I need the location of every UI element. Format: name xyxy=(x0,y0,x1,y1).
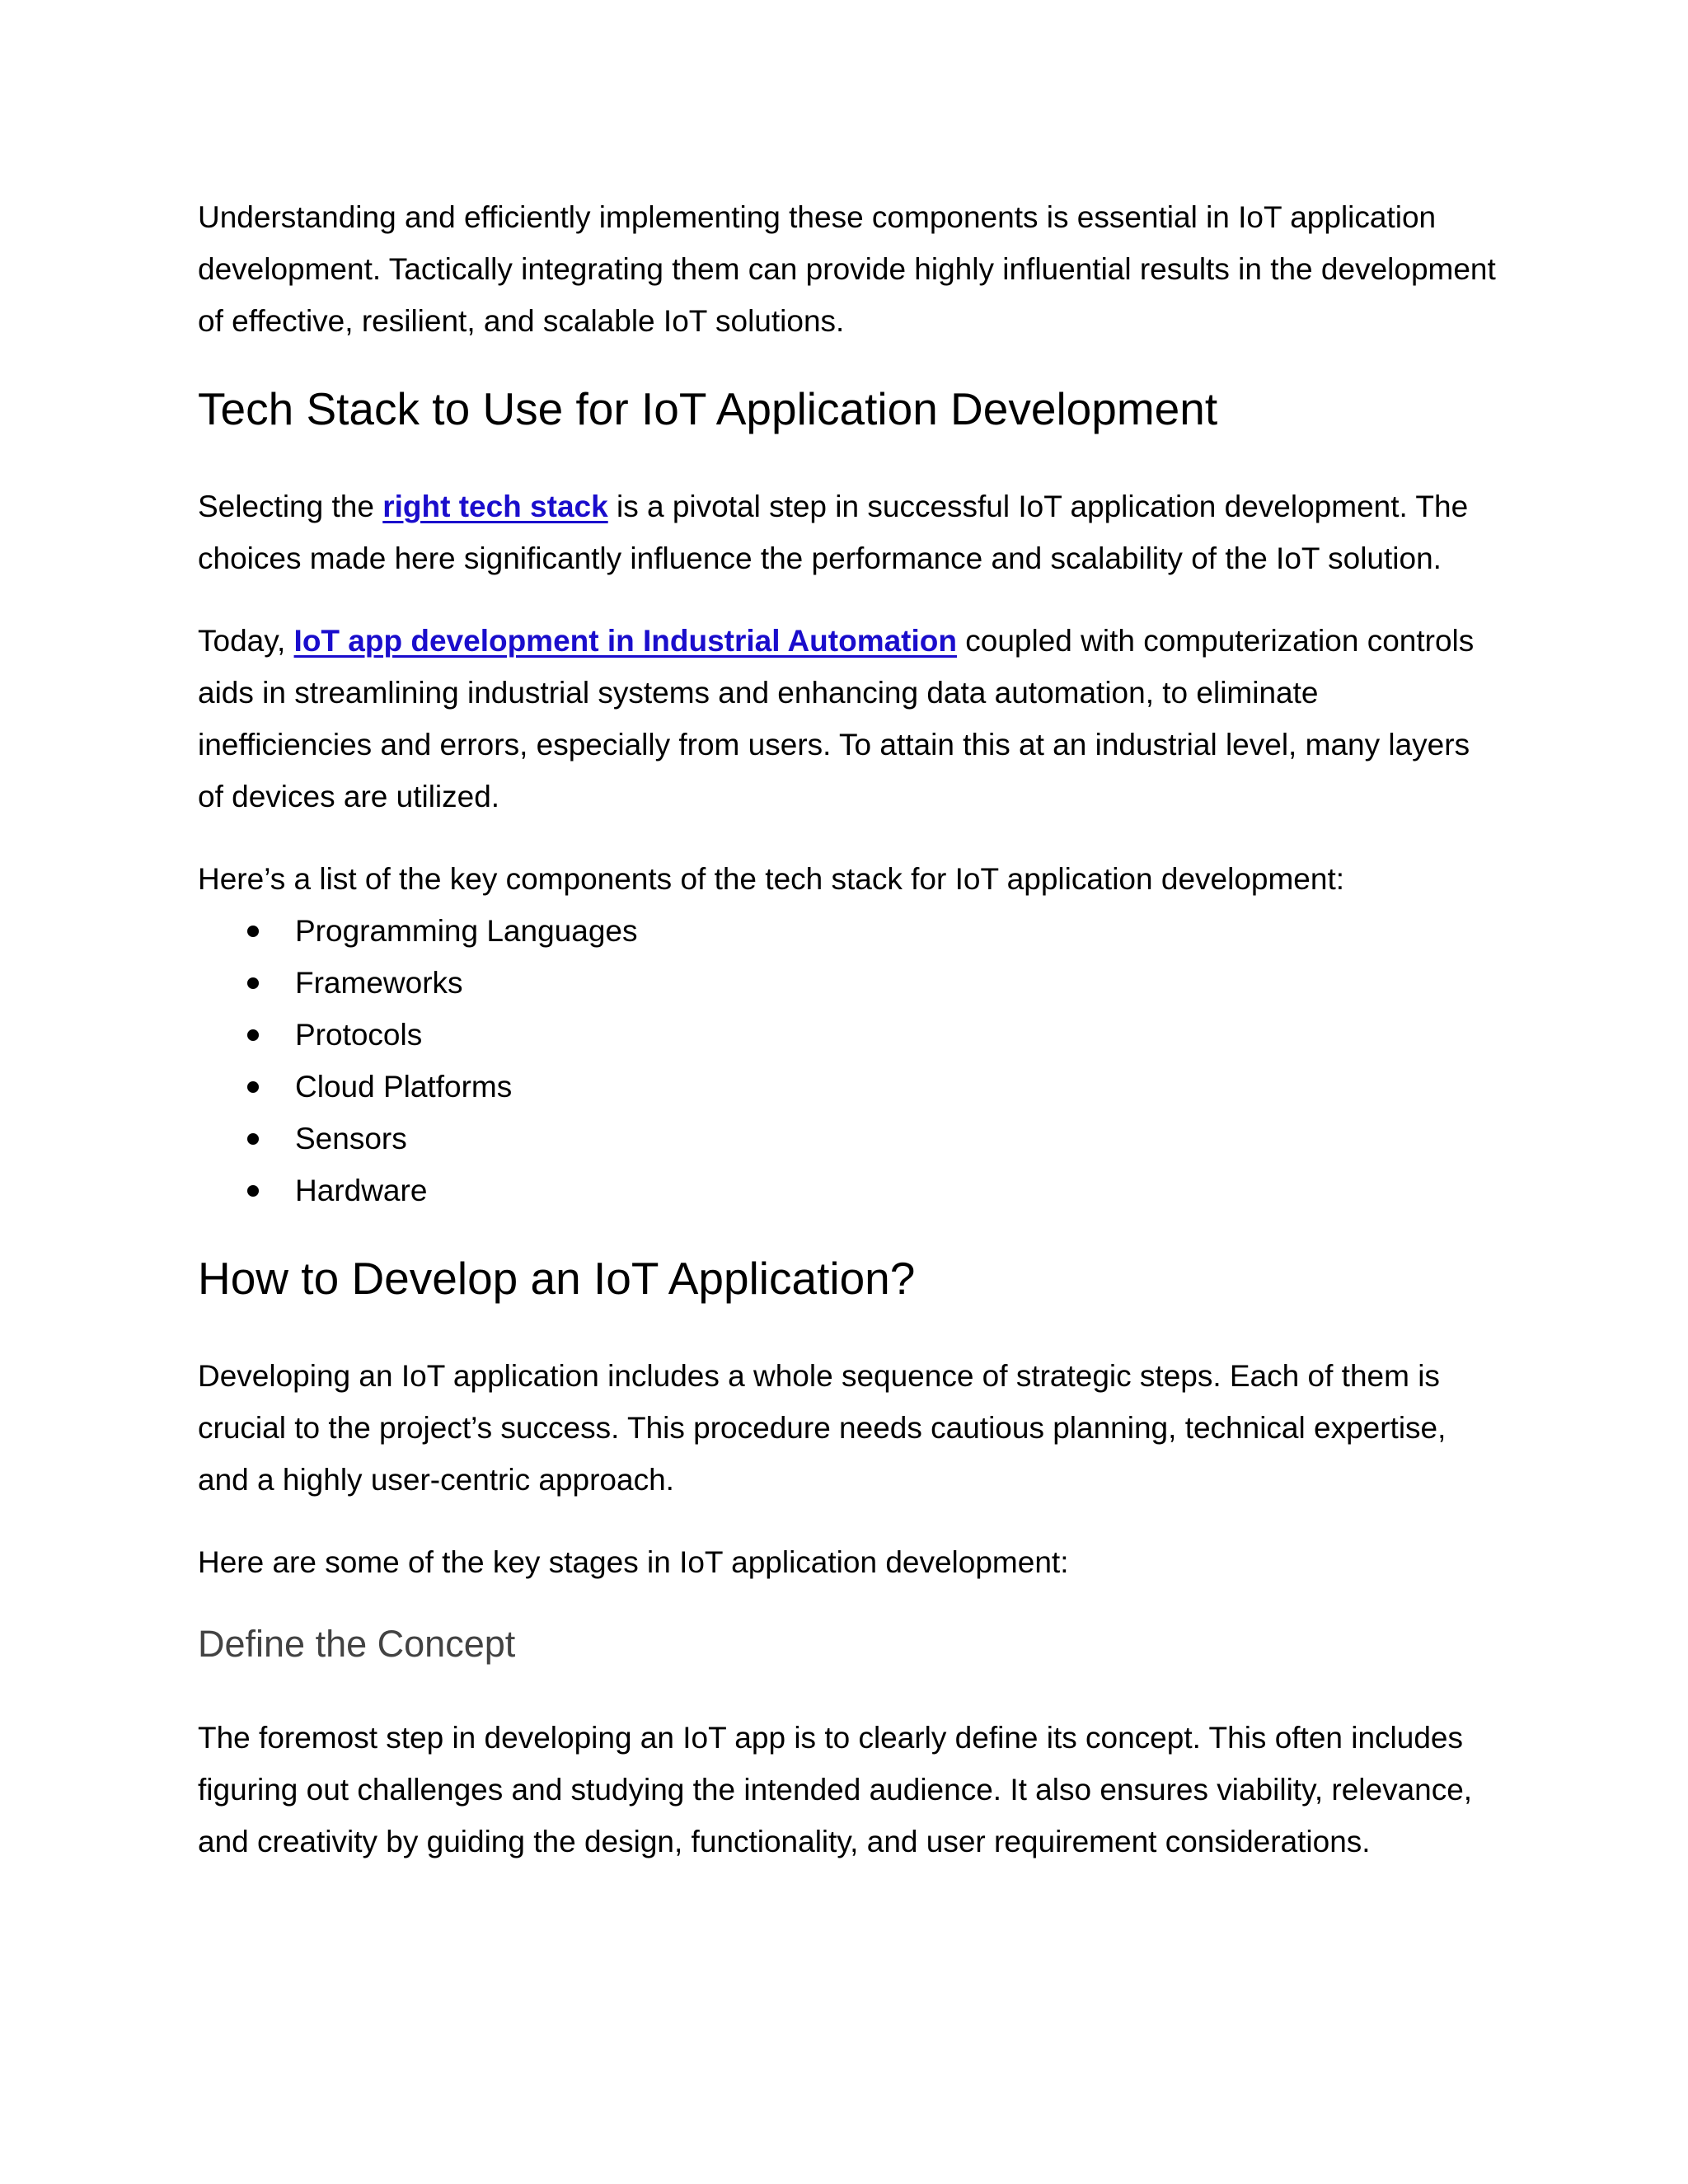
bullet-icon xyxy=(247,1133,259,1145)
tech-stack-paragraph-1-end: is a pivotal step in successful IoT application development. The choices made here significantly influence the performance and scalability of the IoT solution. xyxy=(198,490,1469,575)
list-item xyxy=(198,1165,1500,1216)
list-item xyxy=(198,1061,1500,1113)
bullet-icon xyxy=(247,926,259,937)
bullet-icon xyxy=(247,977,259,989)
tech-stack-paragraph-1-start: Selecting the xyxy=(198,490,383,523)
develop-heading: How to Develop an IoT Application? xyxy=(198,1253,916,1304)
develop-paragraph-2: Here are some of the key stages in IoT application development: xyxy=(198,1545,1069,1579)
list-item-label: Sensors xyxy=(295,1122,407,1155)
list-item xyxy=(198,1009,1500,1061)
tech-stack-paragraph-2-start: Today, xyxy=(198,624,294,658)
intro-paragraph: Understanding and efficiently implementing these components is essential in IoT application development. Tactically integrating them can provide highly influential results in the development of effective, resilient, and scalable IoT solutions. xyxy=(198,200,1496,338)
list-item-label: Protocols xyxy=(295,1018,423,1052)
tech-stack-paragraph-2 xyxy=(198,615,1500,823)
bullet-icon xyxy=(247,1029,259,1041)
define-concept-paragraph: The foremost step in developing an IoT app is to clearly define its concept. This often includes figuring out challenges and studying the intended audience. It also ensures viability, relevance, and creativity by guiding the design, functionality, and user requirement considerations. xyxy=(198,1721,1473,1858)
list-item-label: Programming Languages xyxy=(295,914,638,948)
right-tech-stack-link[interactable]: right tech stack xyxy=(382,490,608,523)
list-item xyxy=(198,1113,1500,1165)
bullet-icon xyxy=(247,1081,259,1093)
list-item xyxy=(198,957,1500,1009)
industrial-automation-link[interactable]: IoT app development in Industrial Automation xyxy=(293,624,957,658)
tech-stack-list-intro: Here’s a list of the key components of the tech stack for IoT application development: xyxy=(198,862,1345,896)
develop-paragraph-1: Developing an IoT application includes a whole sequence of strategic steps. Each of them is crucial to the project’s success. This procedure needs cautious planning, technical expertise, and a highly user-centric approach. xyxy=(198,1359,1447,1497)
tech-stack-heading: Tech Stack to Use for IoT Application Development xyxy=(198,383,1218,434)
list-item-label: Hardware xyxy=(295,1174,428,1207)
tech-stack-paragraph-1 xyxy=(198,480,1500,584)
tech-stack-component-list xyxy=(198,905,1500,1216)
list-item-label: Frameworks xyxy=(295,966,463,1000)
tech-stack-paragraph-2-end: coupled with computerization controls aids in streamlining industrial systems and enhancing data automation, to eliminate inefficiencies and errors, especially from users. To attain this at an industrial level, many layers of devices are utilized. xyxy=(198,624,1475,813)
list-item-label: Cloud Platforms xyxy=(295,1070,513,1104)
bullet-icon xyxy=(247,1185,259,1197)
list-item xyxy=(198,905,1500,957)
document-page xyxy=(198,191,1500,1868)
define-concept-heading: Define the Concept xyxy=(198,1623,516,1665)
